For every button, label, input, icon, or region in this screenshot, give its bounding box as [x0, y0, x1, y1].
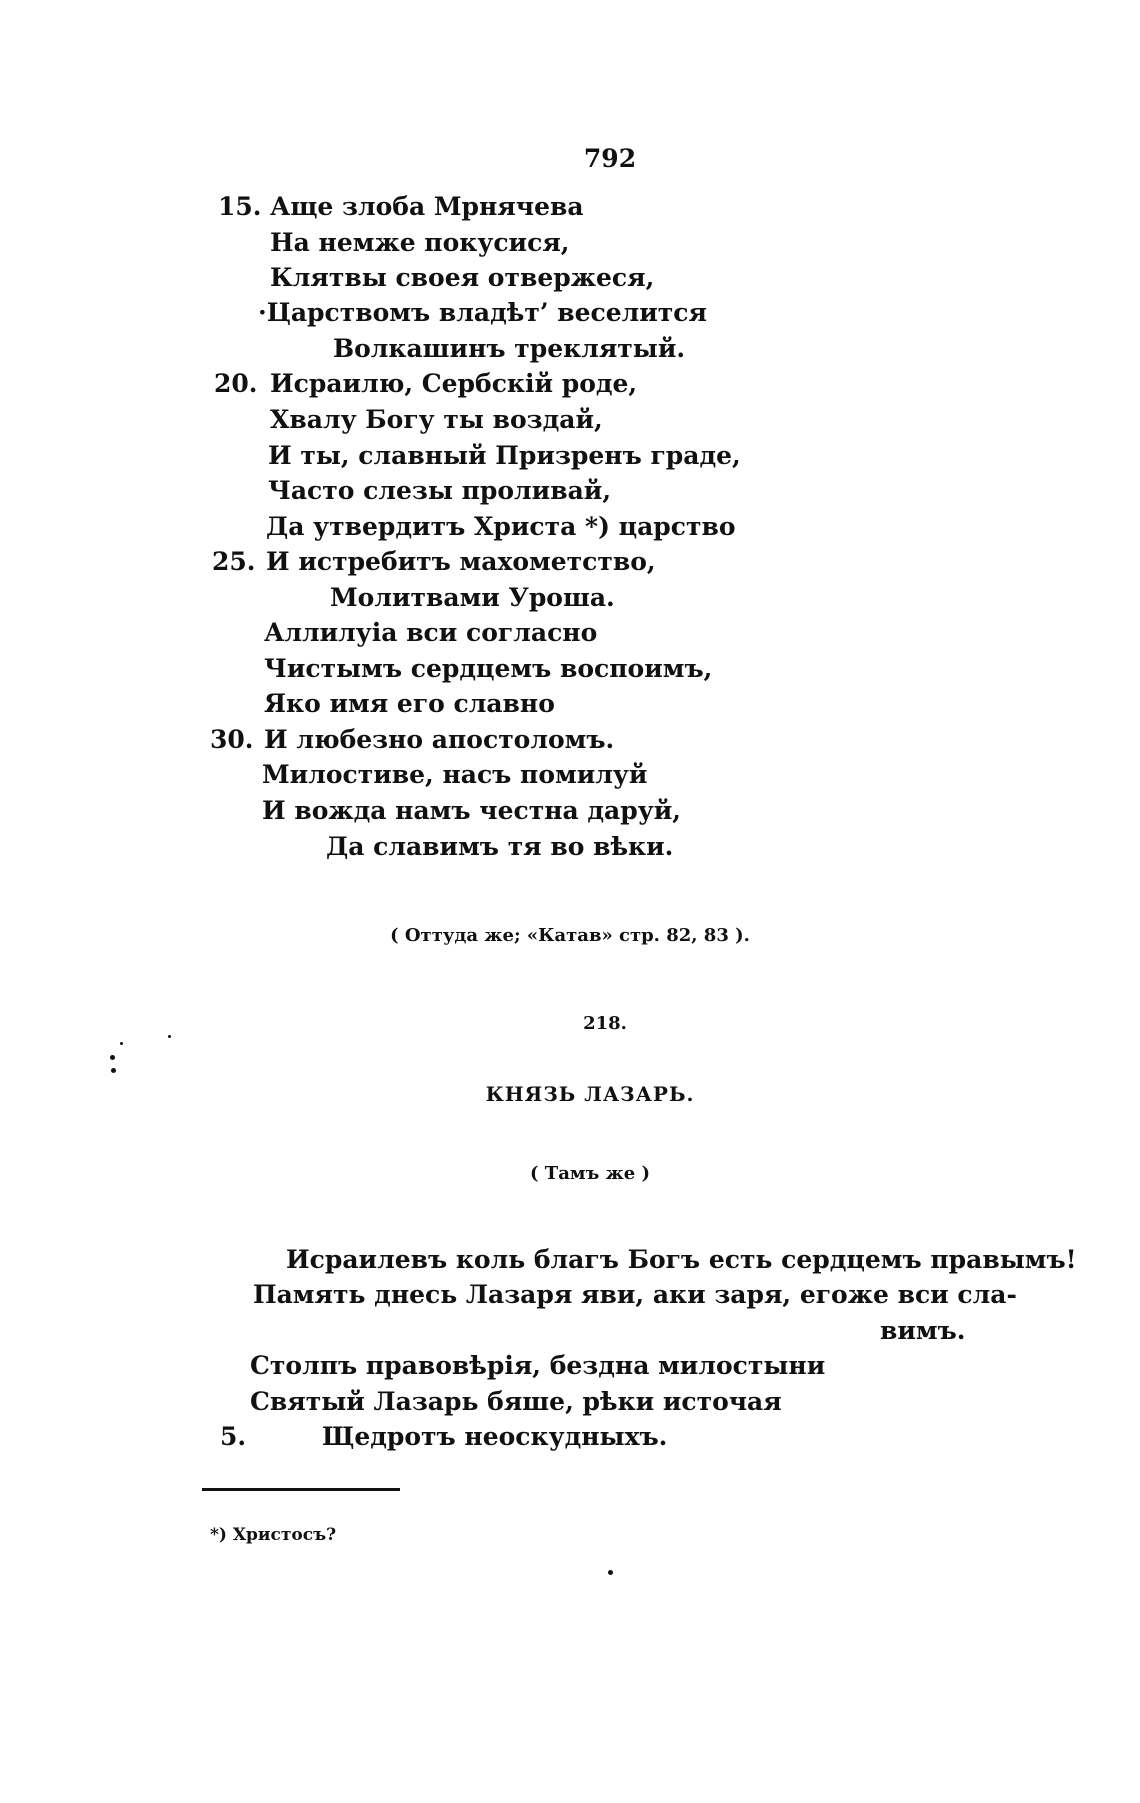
verse-line: Милостиве, насъ помилуй	[262, 760, 648, 789]
poem-number: 218.	[583, 1013, 627, 1034]
speck	[168, 1035, 171, 1038]
verse-line: Часто слезы проливай,	[268, 476, 612, 505]
verse-line: Щедротъ неоскудныхъ.	[322, 1422, 668, 1451]
line-number: 25.	[212, 547, 256, 576]
verse-line: Хвалу Богу ты воздай,	[270, 405, 603, 434]
verse-line: Да утвердитъ Христа *) царство	[266, 512, 736, 541]
verse-line: Столпъ правовѣрія, бездна милостыни	[250, 1351, 826, 1380]
speck	[608, 1570, 613, 1575]
verse-line: ·Царствомъ владѣт’ веселится	[258, 298, 707, 327]
line-number: 15.	[218, 192, 262, 221]
poem-source-note: ( Тамъ же )	[530, 1163, 650, 1184]
verse-line: И любезно апостоломъ.	[264, 725, 615, 754]
page-number: 792	[583, 144, 637, 173]
speck	[111, 1068, 116, 1073]
verse-line: Память днесь Лазаря яви, аки заря, егоже вси сла-	[253, 1280, 1017, 1309]
verse-line: На немже покусися,	[270, 228, 570, 257]
verse-line: Яко имя его славно	[264, 689, 555, 718]
verse-line: Волкашинъ треклятый.	[333, 334, 686, 363]
speck	[120, 1042, 123, 1045]
verse-line: И ты, славный Призренъ граде,	[268, 441, 741, 470]
line-number: 20.	[214, 369, 258, 398]
poem-title: КНЯЗЬ ЛАЗАРЬ.	[485, 1082, 695, 1106]
speck	[110, 1055, 115, 1060]
verse-line: Исраилю, Сербскій роде,	[270, 369, 638, 398]
verse-line: И истребитъ махометство,	[266, 547, 656, 576]
verse-line: И вожда намъ честна даруй,	[262, 796, 681, 825]
line-number: 30.	[210, 725, 254, 754]
verse-line: Святый Лазарь бяше, рѣки источая	[250, 1387, 782, 1416]
verse-line: Аллилуіа вси согласно	[264, 618, 598, 647]
source-citation: ( Оттуда же; «Катав» стр. 82, 83 ).	[390, 925, 750, 946]
verse-line: Исраилевъ коль благъ Богъ есть сердцемъ правымъ!	[286, 1245, 1077, 1274]
verse-line: Молитвами Уроша.	[330, 583, 615, 612]
verse-line: Клятвы своея отвержеся,	[270, 263, 655, 292]
verse-line: Да славимъ тя во вѣки.	[326, 832, 674, 861]
verse-line: Чистымъ сердцемъ воспоимъ,	[264, 654, 713, 683]
verse-line: вимъ.	[880, 1316, 966, 1345]
footnote: *) Христосъ?	[210, 1525, 337, 1545]
line-number: 5.	[220, 1422, 247, 1451]
verse-line: Аще злоба Мрнячева	[270, 192, 584, 221]
footnote-rule	[202, 1488, 400, 1491]
